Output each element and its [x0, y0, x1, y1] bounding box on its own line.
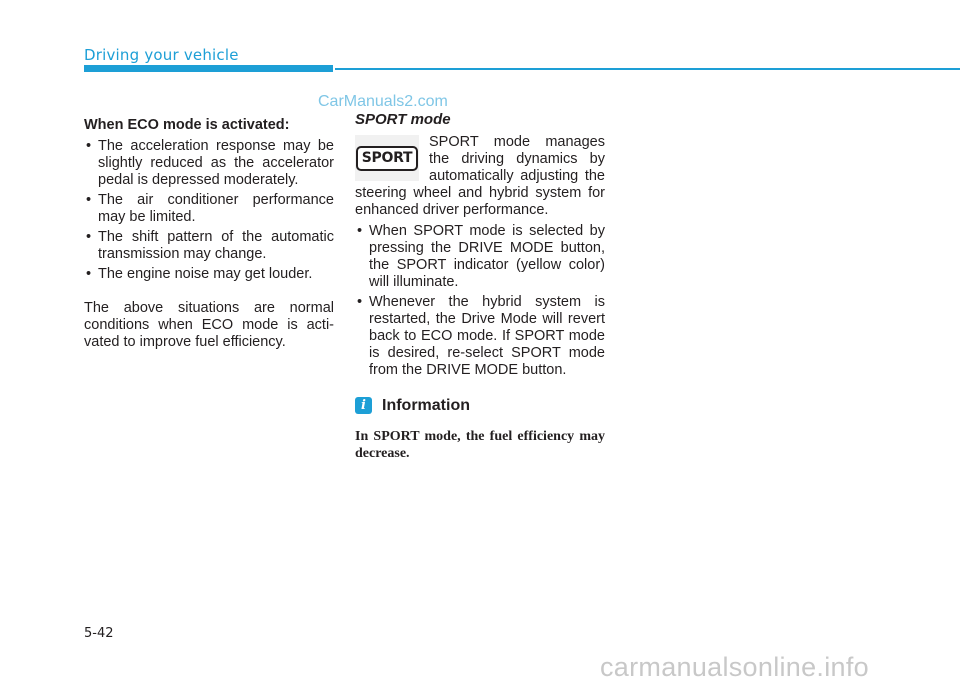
sport-mode-intro-block: [355, 134, 605, 219]
information-body: In SPORT mode, the fuel efficiency may decrease.: [355, 429, 605, 461]
information-title: Information: [382, 397, 470, 414]
eco-mode-heading: When ECO mode is activated:: [84, 117, 290, 133]
eco-mode-summary-paragraph: The above situations are normal conditions when ECO mode is acti- vated to improve fuel efficiency.: [84, 300, 334, 350]
list-item: • Whenever the hybrid system is restarted, the Drive Mode will revert back to ECO mode. If SPORT mode is desired, re-select SPORT mode from the DRIVE MODE button.: [355, 294, 605, 379]
watermark-top: CarManuals2.com: [318, 93, 448, 110]
list-item: • When SPORT mode is selected by pressing the DRIVE MODE button, the SPORT indicator (yellow color) will illuminate.: [355, 223, 605, 291]
header-accent-bar: [84, 65, 333, 72]
list-item: • The air conditioner performance may be limited.: [84, 192, 334, 226]
sport-mode-intro-text: SPORT mode manages the driving dynamics by automatically adjusting the steering wheel and hybrid system for enhanced driver performance.: [355, 134, 605, 218]
header-rule-line: [335, 68, 960, 70]
left-column: [84, 117, 334, 351]
list-item: • The engine noise may get louder.: [84, 266, 334, 283]
sport-mode-title: SPORT mode: [355, 111, 451, 128]
list-item: • The shift pattern of the automatic transmission may change.: [84, 229, 334, 263]
sport-mode-icon-frame: [355, 135, 419, 181]
information-icon: i: [355, 397, 372, 414]
right-column: [355, 111, 605, 462]
eco-mode-bullet-list: [84, 138, 334, 283]
section-header-title: Driving your vehicle: [84, 46, 239, 64]
watermark-bottom: carmanualsonline.info: [600, 652, 869, 682]
list-item: • The acceleration response may be slightly reduced as the accelerator pedal is depressed moderately.: [84, 138, 334, 189]
sport-mode-icon: SPORT: [356, 146, 418, 171]
information-header: [355, 397, 605, 414]
sport-mode-bullet-list: [355, 223, 605, 379]
page-number: 5-42: [84, 626, 114, 641]
